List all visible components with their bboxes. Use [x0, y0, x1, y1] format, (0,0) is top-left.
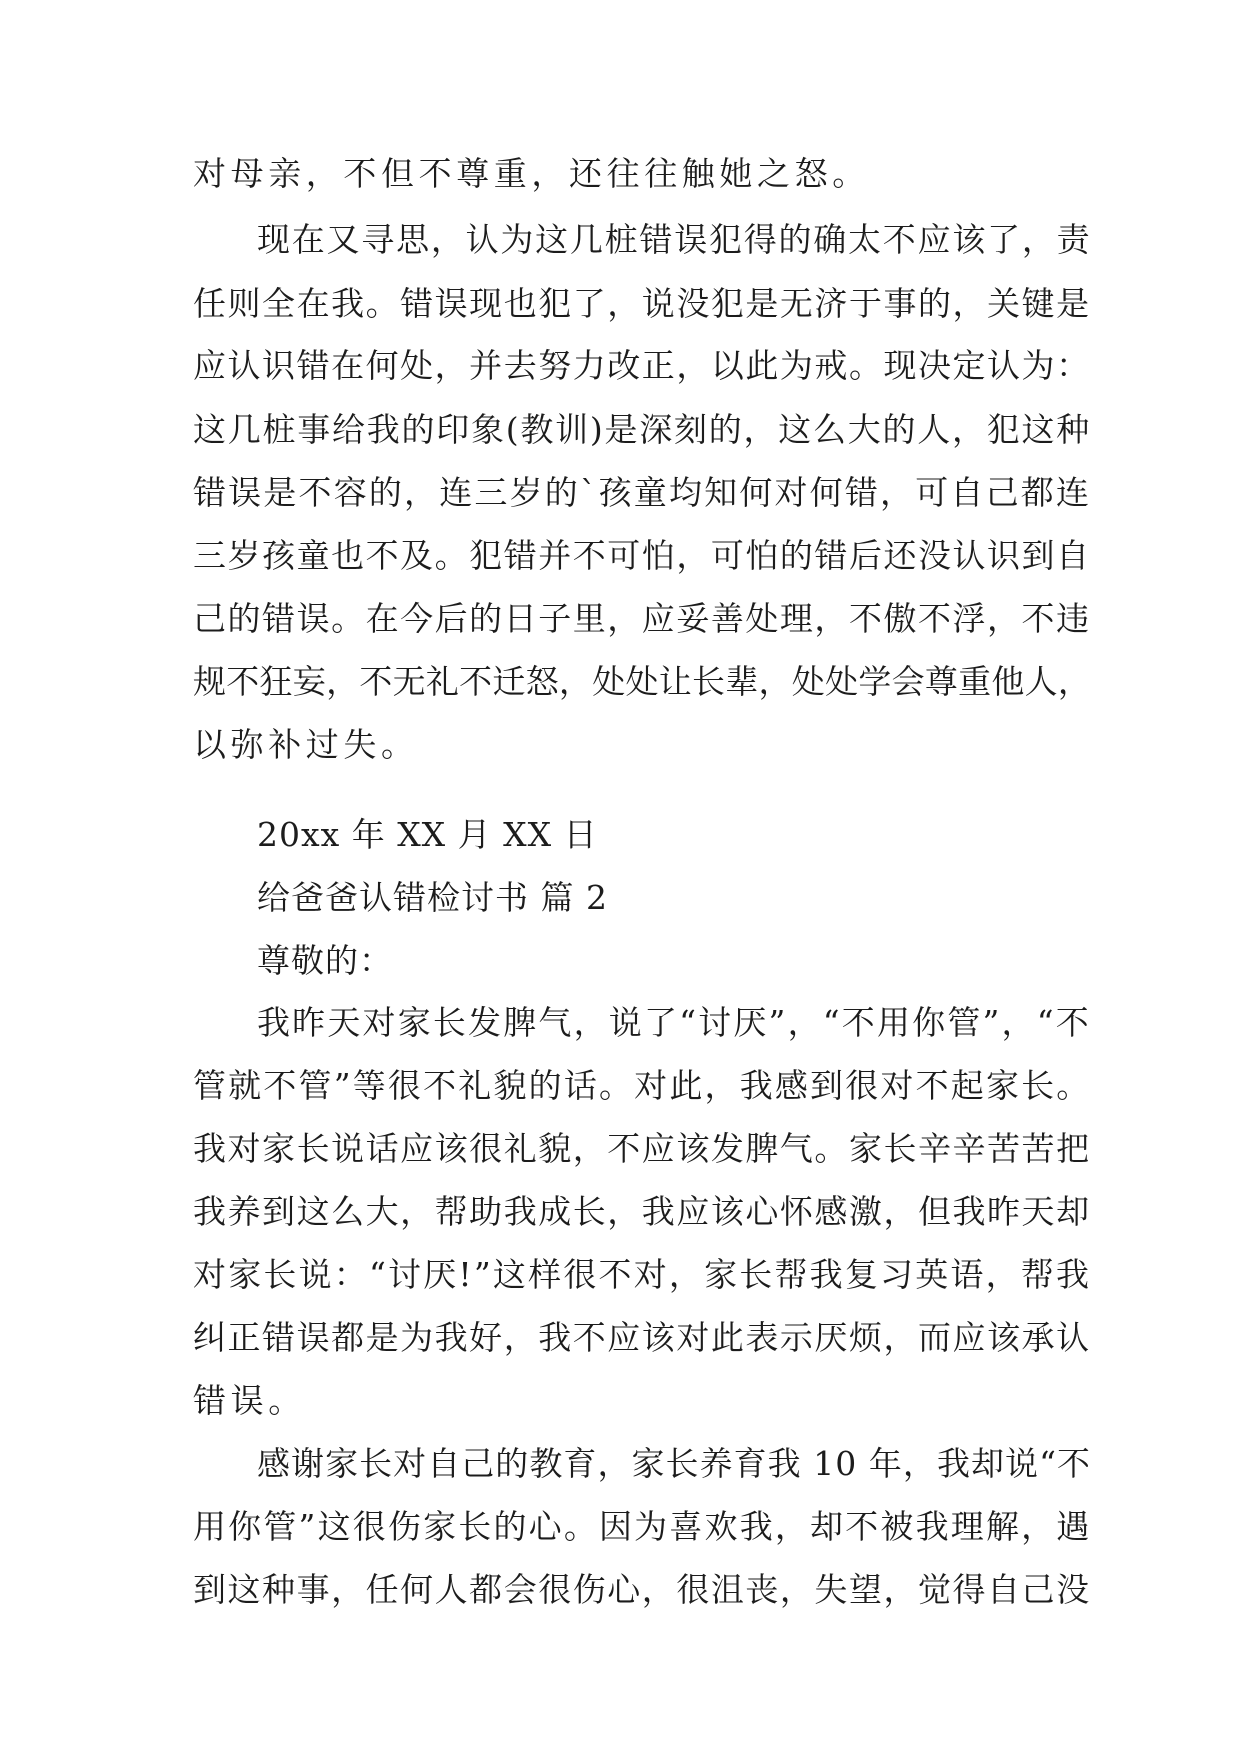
text-line: 己的错误。在今后的日子里，应妥善处理，不傲不浮，不违 — [193, 599, 1091, 638]
text-line: 三岁孩童也不及。犯错并不可怕，可怕的错后还没认识到自 — [193, 536, 1091, 575]
text-line: 任则全在我。错误现也犯了，说没犯是无济于事的，关键是 — [193, 284, 1091, 323]
text-line: 以弥补过失。 — [193, 725, 419, 764]
text-line: 我对家长说话应该很礼貌，不应该发脾气。家长辛辛苦苦把 — [193, 1129, 1091, 1168]
text-line: 规不狂妄，不无礼不迁怒，处处让长辈，处处学会尊重他人， — [193, 662, 1092, 701]
date-line: 20xx 年 XX 月 XX 日 — [257, 815, 598, 854]
text-line: 我养到这么大，帮助我成长，我应该心怀感激，但我昨天却 — [193, 1192, 1091, 1231]
text-line: 用你管”这很伤家长的心。因为喜欢我，却不被我理解，遇 — [193, 1507, 1092, 1546]
text-line: 对母亲，不但不尊重，还往往触她之怒。 — [193, 154, 870, 193]
text-line: 错误。 — [193, 1381, 306, 1420]
text-line: 对家长说：“讨厌!”这样很不对，家长帮我复习英语，帮我 — [193, 1255, 1092, 1294]
text-line: 管就不管”等很不礼貌的话。对此，我感到很对不起家长。 — [193, 1066, 1092, 1105]
text-line: 现在又寻思，认为这几桩错误犯得的确太不应该了，责 — [257, 220, 1092, 259]
text-line: 到这种事，任何人都会很伤心，很沮丧，失望，觉得自己没 — [193, 1570, 1091, 1609]
text-line: 纠正错误都是为我好，我不应该对此表示厌烦，而应该承认 — [193, 1318, 1091, 1357]
text-line: 我昨天对家长发脾气，说了“讨厌”，“不用你管”，“不 — [257, 1003, 1091, 1042]
text-line: 错误是不容的，连三岁的`孩童均知何对何错，可自己都连 — [193, 473, 1092, 512]
text-line: 这几桩事给我的印象(教训)是深刻的，这么大的人，犯这种 — [193, 410, 1091, 449]
text-line: 应认识错在何处，并去努力改正，以此为戒。现决定认为： — [193, 346, 1091, 385]
section-title: 给爸爸认错检讨书 篇 2 — [257, 878, 608, 917]
salutation: 尊敬的： — [257, 941, 393, 980]
text-line: 感谢家长对自己的教育，家长养育我 10 年，我却说“不 — [257, 1444, 1092, 1483]
